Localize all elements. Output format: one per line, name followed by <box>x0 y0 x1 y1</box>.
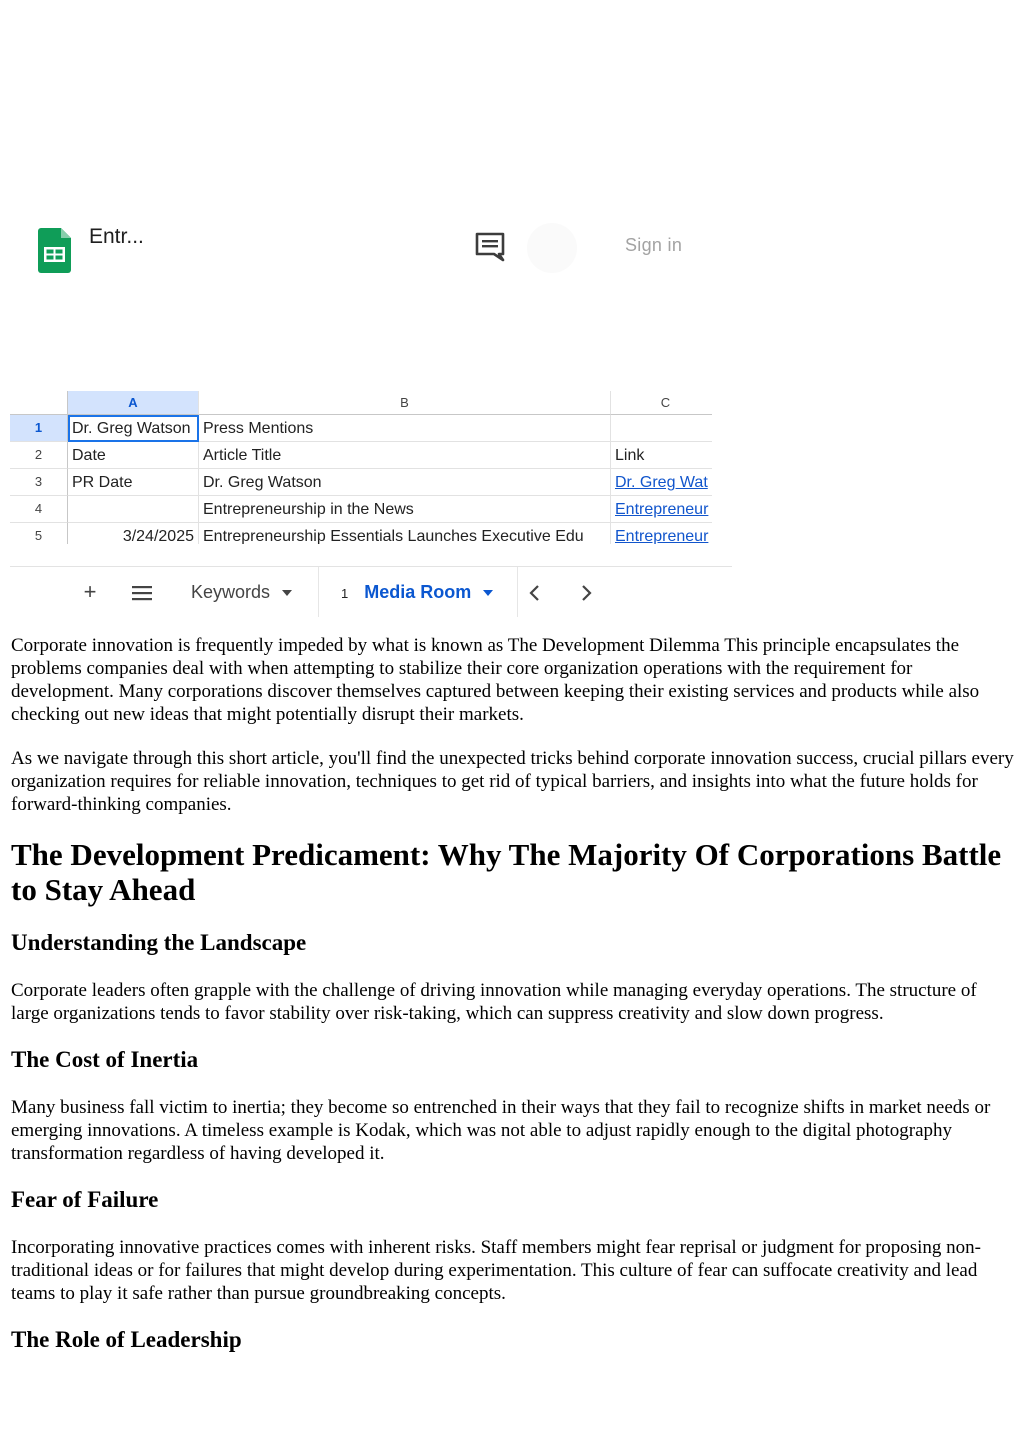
column-header-c[interactable]: C <box>611 391 712 415</box>
tab-media-room-label: Media Room <box>364 582 472 602</box>
all-sheets-menu-icon[interactable] <box>129 584 155 602</box>
sheet-tab-bar <box>10 566 732 616</box>
section-heading-failure: Fear of Failure <box>11 1187 159 1212</box>
cell-c4-link[interactable]: Entrepreneur <box>611 496 712 523</box>
cell-b3[interactable]: Dr. Greg Watson <box>199 469 611 496</box>
row-header[interactable]: 4 <box>10 496 68 523</box>
cell-a5[interactable]: 3/24/2025 <box>68 523 199 544</box>
cell-b2[interactable]: Article Title <box>199 442 611 469</box>
tab-media-room[interactable] <box>318 567 518 617</box>
chevron-left-icon[interactable] <box>525 584 545 602</box>
row-header[interactable]: 5 <box>10 523 68 544</box>
row-header[interactable]: 3 <box>10 469 68 496</box>
cell-c1[interactable] <box>611 415 712 442</box>
cell-a4[interactable] <box>68 496 199 523</box>
chevron-right-icon[interactable] <box>576 584 596 602</box>
row-header[interactable]: 2 <box>10 442 68 469</box>
cell-b4[interactable]: Entrepreneurship in the News <box>199 496 611 523</box>
section-heading-leadership: The Role of Leadership <box>11 1327 242 1352</box>
comment-icon[interactable] <box>474 232 506 262</box>
cell-a1[interactable]: Dr. Greg Watson <box>68 415 199 442</box>
section-paragraph-landscape: Corporate leaders often grapple with the challenge of driving innovation while managing everyday operations. The structure of large organizations tends to favor stability over risk-taking, which can suppress creativity and slow down progress. <box>11 980 977 1024</box>
avatar <box>527 223 577 273</box>
column-header-a[interactable]: A <box>68 391 199 415</box>
column-header-b[interactable]: B <box>199 391 611 415</box>
add-sheet-button[interactable]: + <box>83 579 97 604</box>
intro-paragraph-1: Corporate innovation is frequently impeded by what is known as The Development Dilemma This principle encapsulates the problems companies deal with when attempting to stabilize their core organization operations with the requirement for development. Many corporations discover themselves captured between keeping their existing services and products while also checking out new ideas that might potentially disrupt their markets. <box>11 635 980 725</box>
chevron-down-icon[interactable] <box>483 590 493 596</box>
cell-a2[interactable]: Date <box>68 442 199 469</box>
section-paragraph-inertia: Many business fall victim to inertia; they become so entrenched in their ways that they fail to recognize shifts in market needs or emerging innovations. A timeless example is Kodak, which was not able to adjust rapidly enough to the digital photography transformation regardless of having developed it. <box>11 1097 991 1164</box>
article-heading: The Development Predicament: Why The Majority Of Corporations Battle to Stay Ahead <box>11 837 1002 907</box>
cell-c3-link[interactable]: Dr. Greg Wat <box>611 469 712 496</box>
cell-a3[interactable]: PR Date <box>68 469 199 496</box>
google-sheets-icon[interactable] <box>38 228 71 273</box>
cell-b1[interactable]: Press Mentions <box>199 415 611 442</box>
intro-paragraph-2: As we navigate through this short article, you'll find the unexpected tricks behind corporate innovation success, crucial pillars every organization requires for reliable innovation, techniques to get rid of typical barriers, and insights into what the future holds for forward-thinking companies. <box>11 748 1014 815</box>
section-heading-landscape: Understanding the Landscape <box>11 930 307 955</box>
cell-c2[interactable]: Link <box>611 442 712 469</box>
chevron-down-icon[interactable] <box>282 590 292 596</box>
grid-corner[interactable] <box>10 391 68 415</box>
tab-keywords[interactable] <box>175 567 320 617</box>
article-body <box>11 634 1014 1376</box>
section-heading-inertia: The Cost of Inertia <box>11 1047 199 1072</box>
cell-b5[interactable]: Entrepreneurship Essentials Launches Executive Edu <box>199 523 611 544</box>
section-paragraph-failure: Incorporating innovative practices comes with inherent risks. Staff members might fear reprisal or judgment for proposing non-traditional ideas or for failures that might develop during experimentation. This culture of fear can suffocate creativity and lead teams to play it safe rather than pursue groundbreaking concepts. <box>11 1237 981 1304</box>
cell-c5-link[interactable]: Entrepreneur <box>611 523 712 544</box>
sheet-embed-header <box>0 215 720 285</box>
tab-keywords-label: Keywords <box>191 582 271 602</box>
sign-in-button[interactable]: Sign in <box>625 235 683 255</box>
row-header[interactable]: 1 <box>10 415 68 442</box>
tab-index: 1 <box>341 586 349 601</box>
spreadsheet-grid[interactable] <box>10 391 712 544</box>
document-title[interactable]: Entr... <box>89 225 144 248</box>
